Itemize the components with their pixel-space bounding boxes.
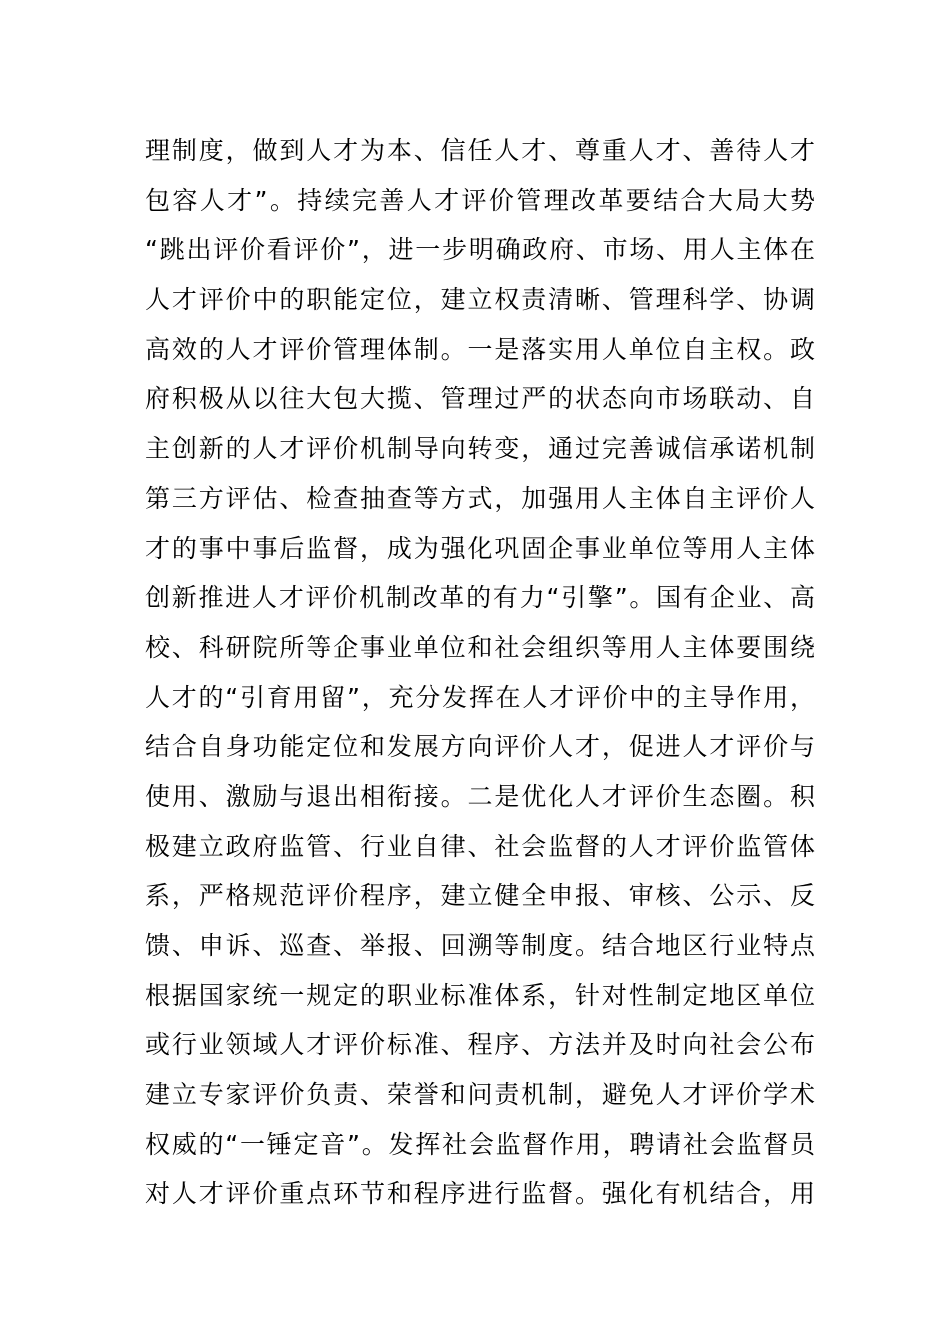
- text-line: 第三方评估、检查抽查等方式，加强用人主体自主评价人: [145, 483, 815, 513]
- text-line: 建立专家评价负责、荣誉和问责机制，避免人才评价学术: [145, 1080, 815, 1110]
- text-line: 权威的“一锤定音”。发挥社会监督作用，聘请社会监督员: [145, 1129, 815, 1159]
- text-line: 府积极从以往大包大揽、管理过严的状态向市场联动、自: [145, 384, 815, 414]
- body-text: [145, 126, 815, 1219]
- text-line: “跳出评价看评价”，进一步明确政府、市场、用人主体在: [145, 235, 815, 265]
- text-line: 系，严格规范评价程序，建立健全申报、审核、公示、反: [145, 881, 815, 911]
- text-line: 人才的“引育用留”，充分发挥在人才评价中的主导作用，: [145, 682, 815, 712]
- text-line: 对人才评价重点环节和程序进行监督。强化有机结合，用: [145, 1179, 815, 1209]
- text-line: 主创新的人才评价机制导向转变，通过完善诚信承诺机制: [145, 434, 815, 464]
- text-line: 结合自身功能定位和发展方向评价人才，促进人才评价与: [145, 732, 815, 762]
- text-line: 才的事中事后监督，成为强化巩固企事业单位等用人主体: [145, 533, 815, 563]
- text-line: 校、科研院所等企事业单位和社会组织等用人主体要围绕: [145, 632, 815, 662]
- text-line: 使用、激励与退出相衔接。二是优化人才评价生态圈。积: [145, 781, 815, 811]
- text-line: 或行业领域人才评价标准、程序、方法并及时向社会公布: [145, 1030, 815, 1060]
- text-line: 高效的人才评价管理体制。一是落实用人单位自主权。政: [145, 334, 815, 364]
- text-line: 馈、申诉、巡查、举报、回溯等制度。结合地区行业特点: [145, 931, 815, 960]
- text-line: 包容人才”。持续完善人才评价管理改革要结合大局大势: [145, 185, 815, 215]
- text-line: 根据国家统一规定的职业标准体系，针对性制定地区单位: [145, 980, 815, 1010]
- text-line: 极建立政府监管、行业自律、社会监督的人才评价监管体: [145, 831, 815, 861]
- text-line: 创新推进人才评价机制改革的有力“引擎”。国有企业、高: [145, 583, 815, 613]
- text-line: 人才评价中的职能定位，建立权责清晰、管理科学、协调: [145, 285, 815, 315]
- text-line: 理制度，做到人才为本、信任人才、尊重人才、善待人才: [145, 136, 815, 165]
